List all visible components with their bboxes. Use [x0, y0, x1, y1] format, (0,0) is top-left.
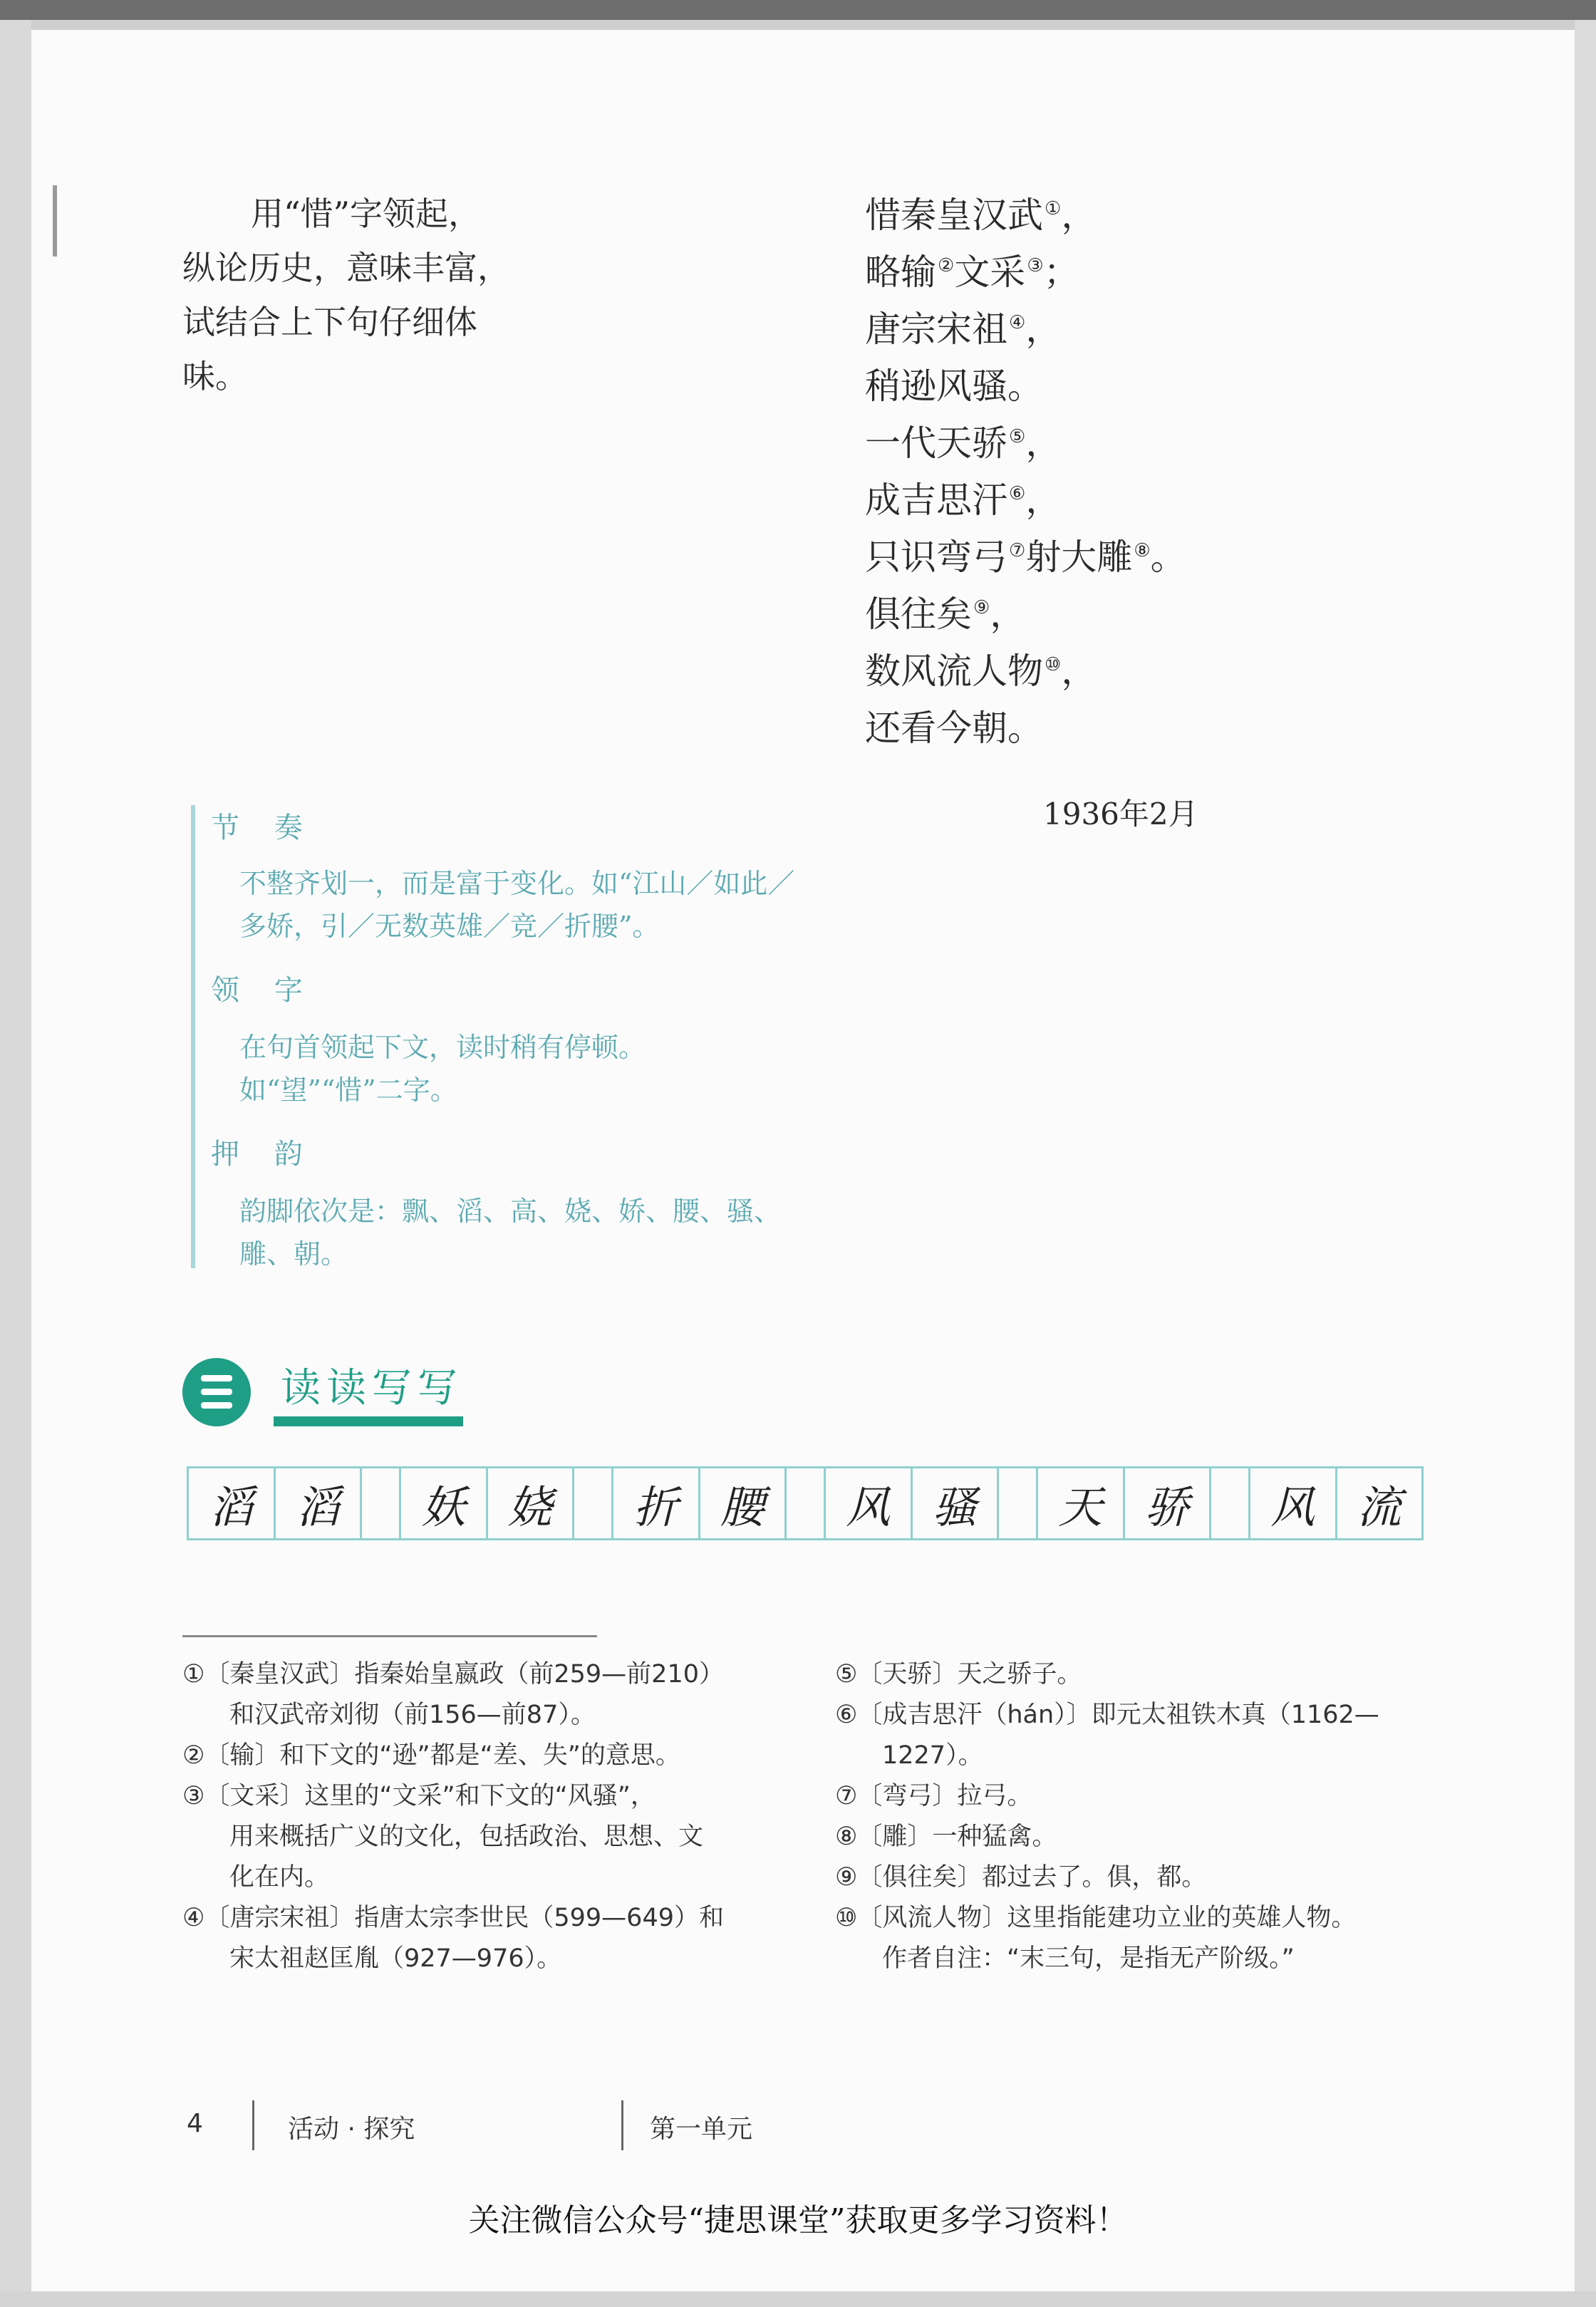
poem-text-segment: 惜秦皇汉武	[865, 195, 1043, 236]
margin-note-line: 味。	[182, 357, 248, 395]
poem-date: 1936年2月	[1043, 797, 1198, 831]
footnote-line: ⑤〔天骄〕天之骄子。	[835, 1660, 1082, 1689]
practice-char-cell: 骄	[1125, 1468, 1212, 1538]
footnote-marker: ②	[938, 255, 955, 277]
poem-text-segment: 一代天骄	[865, 422, 1007, 464]
practice-char-cell: 妖	[401, 1468, 488, 1538]
footnote-line: ⑧〔雕〕一种猛禽。	[835, 1823, 1057, 1851]
footnote-line: ④〔唐宗宋祖〕指唐太宗李世民（599—649）和	[182, 1904, 724, 1932]
footnote-line: 化在内。	[229, 1863, 330, 1892]
footnote-line: 和汉武帝刘彻（前156—前87）。	[229, 1701, 596, 1729]
footnote-line: 宋太祖赵匡胤（927—976）。	[229, 1944, 562, 1973]
poem-text-segment: 射大雕	[1025, 536, 1133, 578]
lead-word-heading: 领 字	[211, 974, 316, 1007]
poem-text-segment: ，	[1025, 309, 1062, 350]
footnote-marker: ⑦	[1009, 540, 1026, 562]
practice-char-cell: 滔	[276, 1468, 363, 1538]
poem-text-segment: ；	[1043, 252, 1079, 293]
footnote-line: 作者自注：“末三句，是指无产阶级。”	[882, 1944, 1295, 1973]
practice-char-cell: 流	[1357, 1481, 1401, 1533]
footnote-line: ③〔文采〕这里的“文采”和下文的“风骚”，	[182, 1782, 656, 1810]
poem-text-segment: ，	[1025, 422, 1062, 464]
poem-text-segment: ，	[1061, 650, 1097, 692]
practice-char-cell: 天	[1038, 1468, 1125, 1538]
scan-border-left	[0, 20, 31, 2307]
scan-border-right	[1575, 20, 1596, 2307]
poem-text-segment: 文采	[954, 252, 1026, 293]
practice-gap-cell	[1211, 1468, 1250, 1538]
margin-note	[182, 187, 524, 403]
poem-line	[865, 415, 1186, 472]
footnote-line: 1227）。	[882, 1741, 983, 1770]
footnote-marker: ⑨	[973, 597, 990, 619]
poem-line	[865, 244, 1186, 301]
footnote-marker: ③	[1027, 255, 1044, 277]
poem-line	[865, 472, 1186, 529]
footnote-line: ⑦〔弯弓〕拉弓。	[835, 1782, 1032, 1810]
lead-word-text: 在句首领起下文，读时稍有停顿。如“望”“惜”二字。	[239, 1032, 646, 1106]
footnote-marker: ⑧	[1134, 540, 1151, 562]
footnote-marker: ④	[1009, 312, 1026, 334]
margin-note-line: 纵论历史，意味丰富，	[182, 249, 510, 287]
poem-text-segment: 稍逊风骚。	[865, 366, 1043, 407]
margin-note-line: 试结合上下句仔细体	[182, 303, 477, 341]
footnote-line: ⑩〔风流人物〕这里指能建功立业的英雄人物。	[835, 1904, 1357, 1932]
practice-gap-cell	[999, 1468, 1038, 1538]
margin-note-line: 用“惜”字领起，	[251, 195, 482, 233]
footnote-marker: ⑩	[1045, 654, 1062, 676]
poem-text-segment: 唐宗宋祖	[865, 309, 1007, 350]
footnote-marker: ⑤	[1009, 426, 1026, 448]
poem-text-segment: 。	[1150, 536, 1186, 578]
footnote-line: ⑨〔俱往矣〕都过去了。俱，都。	[835, 1863, 1207, 1892]
poem-line	[865, 301, 1186, 358]
footnotes-right	[835, 1654, 1476, 1979]
binding-mark	[53, 185, 57, 256]
practice-char-cell: 腰	[700, 1468, 787, 1538]
footer-unit-label: 第一单元	[650, 2115, 753, 2144]
poem-text-segment: ，	[1061, 195, 1097, 236]
practice-char-cell: 风	[1250, 1468, 1337, 1538]
scan-border-top	[0, 0, 1596, 20]
section-title: 读读写写	[281, 1365, 463, 1411]
poem-text	[865, 187, 1186, 757]
practice-gap-cell	[362, 1468, 401, 1538]
poem-line	[865, 187, 1186, 244]
section-heading	[182, 1354, 482, 1439]
page-number: 4	[187, 2109, 203, 2138]
poem-line	[865, 643, 1186, 700]
poem-text-segment: 数风流人物	[865, 650, 1043, 692]
poem-line	[865, 529, 1186, 586]
footnote-line: ⑥〔成吉思汗（hán）〕即元太祖铁木真（1162—	[835, 1701, 1379, 1729]
section-underline	[274, 1416, 463, 1426]
rhyme-text: 韵脚依次是：飘、滔、高、娆、娇、腰、骚、雕、朝。	[239, 1196, 782, 1270]
promo-banner: 关注微信公众号“捷思课堂”获取更多学习资料！	[468, 2202, 1128, 2239]
reading-guide-sidebar	[191, 805, 808, 1268]
poem-text-segment: 还看今朝。	[865, 707, 1043, 749]
footnote-line: 用来概括广义的文化，包括政治、思想、文	[229, 1823, 704, 1851]
poem-text-segment: 略输	[865, 252, 936, 293]
footer-divider	[621, 2100, 623, 2150]
poem-line	[865, 700, 1186, 757]
practice-word-grid	[187, 1466, 1424, 1540]
poem-text-segment: ，	[990, 593, 1026, 635]
poem-text-segment: 只识弯弓	[865, 536, 1007, 578]
practice-gap-cell	[574, 1468, 613, 1538]
practice-char-cell: 风	[826, 1468, 913, 1538]
scan-border-top-inner	[0, 20, 1596, 30]
poem-text-segment: 成吉思汗	[865, 479, 1007, 521]
practice-char-cell: 折	[613, 1468, 700, 1538]
footnotes-left	[182, 1654, 795, 1979]
footer-divider	[252, 2100, 254, 2150]
poem-line	[865, 586, 1186, 643]
footnote-line: ①〔秦皇汉武〕指秦始皇嬴政（前259—前210）	[182, 1660, 724, 1689]
practice-gap-cell	[787, 1468, 826, 1538]
section-number-icon	[182, 1358, 251, 1426]
footnote-marker: ①	[1045, 198, 1062, 220]
footer-section-label: 活动 · 探究	[288, 2115, 415, 2144]
scan-border-bottom	[0, 2291, 1596, 2307]
rhythm-heading: 节 奏	[211, 812, 316, 844]
poem-line	[865, 358, 1186, 415]
footnote-line: ②〔输〕和下文的“逊”都是“差、失”的意思。	[182, 1741, 680, 1770]
practice-char-cell: 滔	[189, 1468, 276, 1538]
footnote-rule	[182, 1635, 597, 1637]
footnote-marker: ⑥	[1009, 483, 1026, 505]
practice-char-cell: 娆	[488, 1468, 575, 1538]
practice-char-cell: 骚	[913, 1468, 1000, 1538]
rhyme-heading: 押 韵	[211, 1138, 316, 1171]
poem-text-segment: 俱往矣	[865, 593, 972, 635]
poem-text-segment: ，	[1025, 479, 1062, 521]
rhythm-text: 不整齐划一，而是富于变化。如“江山／如此／多娇，引／无数英雄／竞／折腰”。	[239, 868, 795, 942]
